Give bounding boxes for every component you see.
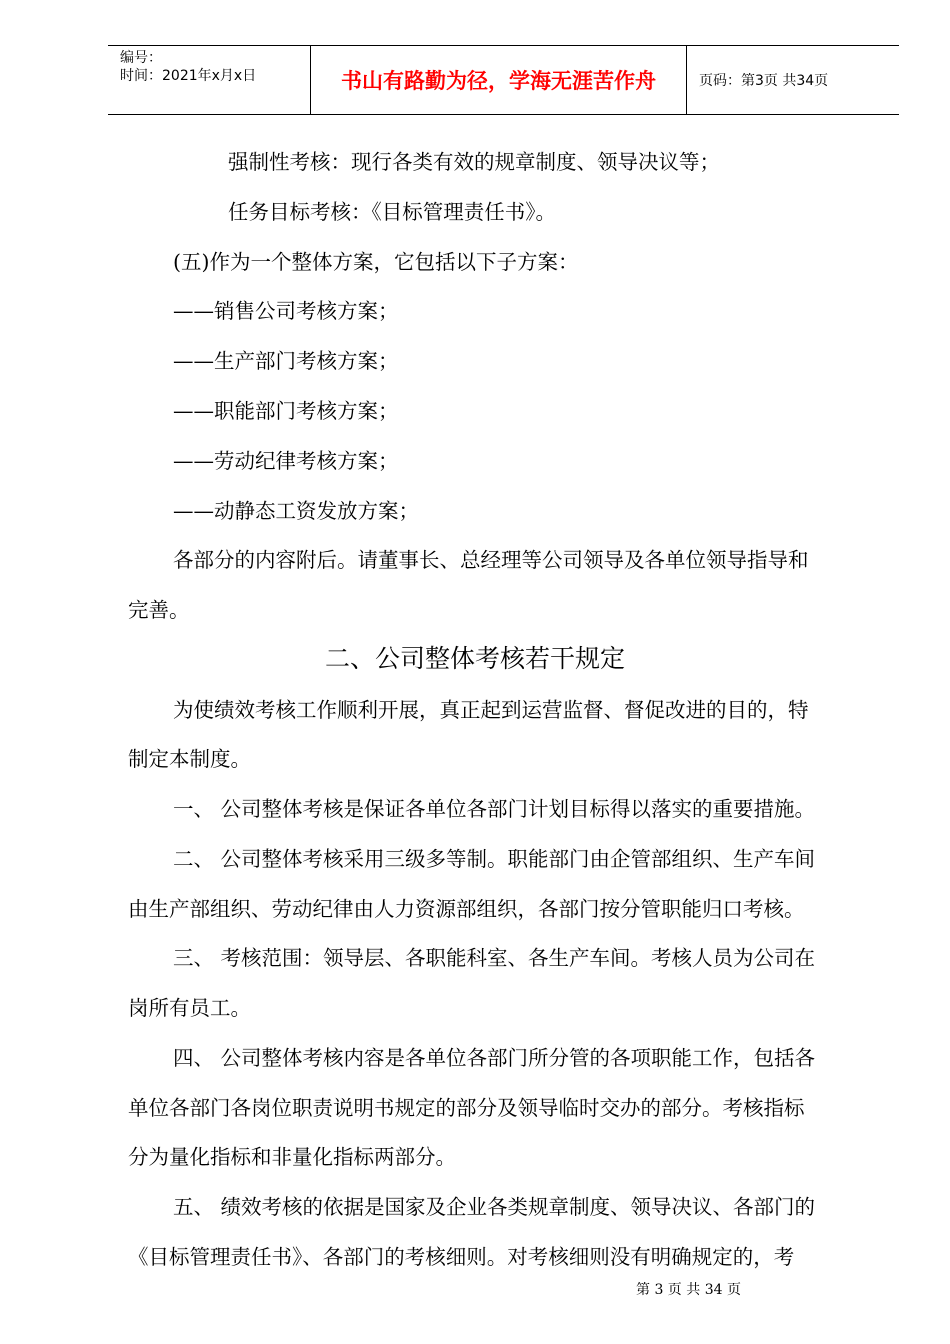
header-motto: 书山有路勤为径，学海无涯苦作舟 — [311, 46, 687, 114]
para-line: 各部分的内容附后。请董事长、总经理等公司领导及各单位领导指导和 — [173, 548, 809, 572]
list-item: ——职能部门考核方案； — [173, 399, 399, 423]
section-heading: 二、公司整体考核若干规定 — [324, 644, 625, 673]
para-line: 制定本制度。 — [128, 747, 251, 771]
para-line: 《目标管理责任书》、各部门的考核细则。对考核细则没有明确规定的，考 — [128, 1245, 795, 1269]
document-header — [108, 45, 899, 115]
para-line: (五)作为一个整体方案，它包括以下子方案： — [173, 250, 579, 274]
para-line: 二、 公司整体考核采用三级多等制。职能部门由企管部组织、生产车间 — [173, 847, 816, 871]
header-page-label: 页码：第3页 共34页 — [699, 73, 829, 89]
para-line: 一、 公司整体考核是保证各单位各部门计划目标得以落实的重要措施。 — [173, 797, 816, 821]
para-line: 强制性考核：现行各类有效的规章制度、领导决议等； — [228, 150, 720, 174]
list-item: ——劳动纪律考核方案； — [173, 449, 399, 473]
list-item: ——销售公司考核方案； — [173, 299, 399, 323]
para-line: 任务目标考核：《目标管理责任书》。 — [228, 200, 556, 224]
para-line: 三、 考核范围：领导层、各职能科室、各生产车间。考核人员为公司在 — [173, 946, 816, 970]
list-item: ——动静态工资发放方案； — [173, 499, 419, 523]
list-item: ——生产部门考核方案； — [173, 349, 399, 373]
para-line: 岗所有员工。 — [128, 996, 251, 1020]
para-line: 单位各部门各岗位职责说明书规定的部分及领导临时交办的部分。考核指标 — [128, 1096, 805, 1120]
para-line: 由生产部组织、劳动纪律由人力资源部组织，各部门按分管职能归口考核。 — [128, 897, 805, 921]
number-label: 编号： — [120, 50, 162, 66]
para-line: 为使绩效考核工作顺利开展，真正起到运营监督、督促改进的目的，特 — [173, 698, 809, 722]
para-line: 四、 公司整体考核内容是各单位各部门所分管的各项职能工作，包括各 — [173, 1046, 816, 1070]
time-label: 时间：2021年x月x日 — [120, 68, 257, 84]
para-line: 分为量化指标和非量化指标两部分。 — [128, 1145, 456, 1169]
page-footer: 第 3 页 共 34 页 — [636, 1282, 741, 1298]
para-line: 五、 绩效考核的依据是国家及企业各类规章制度、领导决议、各部门的 — [173, 1195, 816, 1219]
header-meta — [108, 46, 311, 114]
para-line: 完善。 — [128, 598, 190, 622]
